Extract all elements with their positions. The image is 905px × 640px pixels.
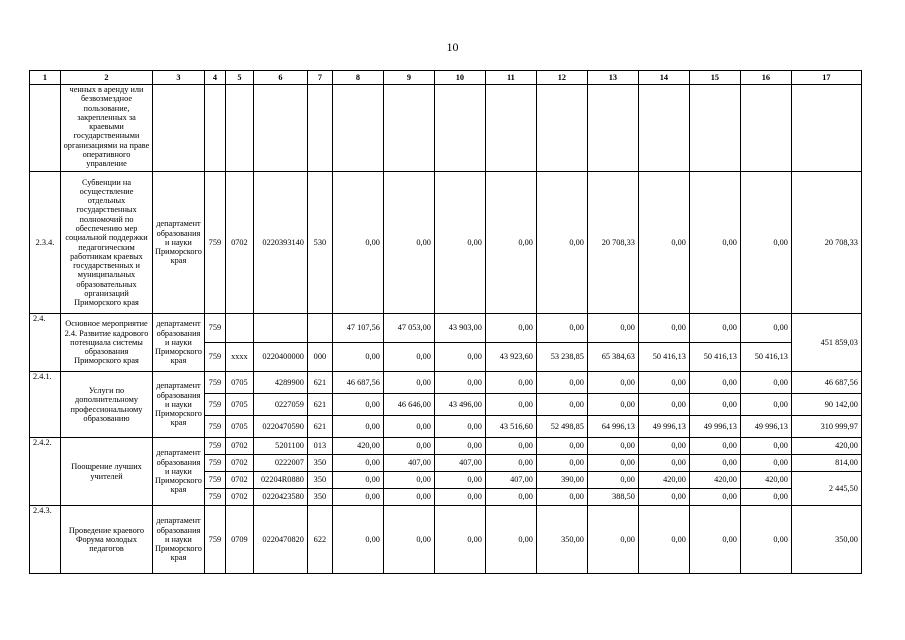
year-value-cell: 0,00	[485, 455, 536, 472]
year-value-cell: 0,00	[638, 314, 689, 343]
target-article-cell: 0220393140	[253, 172, 307, 314]
empty-cell	[689, 85, 740, 172]
total-cell: 814,00	[791, 455, 861, 472]
expense-type-cell: 013	[307, 438, 332, 455]
column-number-header: 9	[383, 71, 434, 85]
year-value-cell: 43 496,00	[434, 394, 485, 416]
expense-type-cell: 621	[307, 372, 332, 394]
year-value-cell: 0,00	[332, 489, 383, 506]
empty-cell	[791, 85, 861, 172]
year-value-cell: 0,00	[536, 489, 587, 506]
gr-code-cell: 759	[204, 416, 225, 438]
year-value-cell: 0,00	[740, 438, 791, 455]
year-value-cell: 420,00	[689, 472, 740, 489]
column-number-header: 13	[587, 71, 638, 85]
year-value-cell: 407,00	[434, 455, 485, 472]
year-value-cell: 0,00	[332, 343, 383, 372]
year-value-cell: 0,00	[740, 314, 791, 343]
year-value-cell: 0,00	[689, 489, 740, 506]
year-value-cell: 53 238,85	[536, 343, 587, 372]
year-value-cell: 0,00	[587, 506, 638, 574]
year-value-cell: 46 646,00	[383, 394, 434, 416]
year-value-cell: 0,00	[332, 455, 383, 472]
total-cell: 420,00	[791, 438, 861, 455]
empty-cell	[587, 85, 638, 172]
gr-code-cell: 759	[204, 506, 225, 574]
year-value-cell: 0,00	[434, 472, 485, 489]
year-value-cell: 420,00	[638, 472, 689, 489]
column-number-header: 11	[485, 71, 536, 85]
expense-type-cell: 622	[307, 506, 332, 574]
expense-type-cell: 530	[307, 172, 332, 314]
gr-code-cell: 759	[204, 455, 225, 472]
expense-type-cell: 350	[307, 489, 332, 506]
section-code-cell: 0702	[225, 455, 253, 472]
year-value-cell: 0,00	[434, 416, 485, 438]
year-value-cell: 0,00	[638, 438, 689, 455]
row-number-cell: 2.4.1.	[30, 372, 61, 438]
empty-cell	[332, 85, 383, 172]
gr-code-cell: 759	[204, 438, 225, 455]
year-value-cell: 0,00	[638, 172, 689, 314]
year-value-cell: 43 923,60	[485, 343, 536, 372]
year-value-cell: 0,00	[536, 438, 587, 455]
year-value-cell: 0,00	[689, 394, 740, 416]
total-cell: 350,00	[791, 506, 861, 574]
row-number-cell: 2.4.2.	[30, 438, 61, 506]
year-value-cell: 0,00	[689, 455, 740, 472]
page-number: 10	[446, 40, 459, 54]
year-value-cell: 0,00	[587, 455, 638, 472]
year-value-cell: 0,00	[638, 394, 689, 416]
gr-code-cell: 759	[204, 343, 225, 372]
year-value-cell: 0,00	[587, 372, 638, 394]
year-value-cell: 0,00	[536, 394, 587, 416]
year-value-cell: 0,00	[689, 314, 740, 343]
section-code-cell: 0702	[225, 438, 253, 455]
year-value-cell: 49 996,13	[740, 416, 791, 438]
year-value-cell: 0,00	[383, 472, 434, 489]
expense-type-cell: 000	[307, 343, 332, 372]
row-number-cell: 2.3.4.	[30, 172, 61, 314]
budget-table	[29, 70, 862, 574]
year-value-cell: 49 996,13	[689, 416, 740, 438]
year-value-cell: 0,00	[434, 438, 485, 455]
total-cell: 46 687,56	[791, 372, 861, 394]
table-row	[30, 438, 862, 455]
empty-cell	[204, 85, 225, 172]
column-number-header: 14	[638, 71, 689, 85]
table-row	[30, 85, 862, 172]
year-value-cell: 0,00	[383, 416, 434, 438]
description-cell: Проведение краевого Форума молодых педагогов	[61, 506, 153, 574]
executor-cell: департамент образования и науки Приморского края	[153, 506, 205, 574]
year-value-cell: 0,00	[689, 506, 740, 574]
year-value-cell: 407,00	[383, 455, 434, 472]
section-code-cell: 0705	[225, 394, 253, 416]
year-value-cell: 0,00	[485, 394, 536, 416]
column-number-header: 12	[536, 71, 587, 85]
year-value-cell: 0,00	[332, 506, 383, 574]
target-article-cell: 0220400000	[253, 343, 307, 372]
empty-cell	[740, 85, 791, 172]
year-value-cell: 20 708,33	[587, 172, 638, 314]
year-value-cell: 0,00	[383, 489, 434, 506]
year-value-cell: 46 687,56	[332, 372, 383, 394]
year-value-cell: 0,00	[587, 394, 638, 416]
executor-cell: департамент образования и науки Приморского края	[153, 314, 205, 372]
year-value-cell: 0,00	[689, 438, 740, 455]
year-value-cell: 0,00	[383, 343, 434, 372]
target-article-cell: 0227059	[253, 394, 307, 416]
year-value-cell: 0,00	[638, 372, 689, 394]
year-value-cell: 0,00	[536, 455, 587, 472]
year-value-cell: 0,00	[587, 438, 638, 455]
empty-cell	[225, 85, 253, 172]
year-value-cell: 0,00	[383, 506, 434, 574]
year-value-cell: 43 516,60	[485, 416, 536, 438]
empty-cell	[253, 85, 307, 172]
year-value-cell: 0,00	[434, 172, 485, 314]
year-value-cell: 0,00	[332, 416, 383, 438]
year-value-cell: 0,00	[485, 314, 536, 343]
year-value-cell: 0,00	[689, 372, 740, 394]
table-row	[30, 314, 862, 343]
year-value-cell: 50 416,13	[740, 343, 791, 372]
target-article-cell: 0220423580	[253, 489, 307, 506]
total-cell: 2 445,50	[791, 472, 861, 506]
column-number-header: 8	[332, 71, 383, 85]
empty-cell	[434, 85, 485, 172]
table-row	[30, 172, 862, 314]
year-value-cell: 0,00	[434, 506, 485, 574]
year-value-cell: 0,00	[740, 455, 791, 472]
target-article-cell: 0220470590	[253, 416, 307, 438]
year-value-cell: 0,00	[689, 172, 740, 314]
column-number-header: 3	[153, 71, 205, 85]
year-value-cell: 52 498,85	[536, 416, 587, 438]
executor-cell: департамент образования и науки Приморского края	[153, 372, 205, 438]
section-code-cell: xxxx	[225, 343, 253, 372]
year-value-cell: 0,00	[638, 506, 689, 574]
column-number-header: 6	[253, 71, 307, 85]
column-number-header: 2	[61, 71, 153, 85]
year-value-cell: 0,00	[638, 455, 689, 472]
year-value-cell: 0,00	[434, 372, 485, 394]
table-row	[30, 506, 862, 574]
year-value-cell: 0,00	[740, 172, 791, 314]
column-number-header: 7	[307, 71, 332, 85]
year-value-cell: 49 996,13	[638, 416, 689, 438]
year-value-cell: 0,00	[638, 489, 689, 506]
section-code-cell: 0702	[225, 489, 253, 506]
table-row	[30, 372, 862, 394]
year-value-cell: 0,00	[485, 489, 536, 506]
year-value-cell: 0,00	[383, 438, 434, 455]
executor-cell: департамент образования и науки Приморского края	[153, 172, 205, 314]
year-value-cell: 420,00	[740, 472, 791, 489]
empty-cell	[485, 85, 536, 172]
row-number-cell	[30, 85, 61, 172]
year-value-cell: 0,00	[434, 489, 485, 506]
year-value-cell: 0,00	[536, 314, 587, 343]
year-value-cell: 407,00	[485, 472, 536, 489]
empty-cell	[153, 85, 205, 172]
description-cell: Субвенции на осуществление отдельных государственных полномочий по обеспечению мер социальной поддержки педагогическим работникам краевых государственных и муниципальных образовательных организаций Приморского края	[61, 172, 153, 314]
target-article-cell: 0222007	[253, 455, 307, 472]
year-value-cell: 0,00	[740, 506, 791, 574]
gr-code-cell: 759	[204, 394, 225, 416]
year-value-cell: 0,00	[485, 506, 536, 574]
year-value-cell: 0,00	[332, 472, 383, 489]
year-value-cell: 0,00	[740, 489, 791, 506]
year-value-cell: 0,00	[740, 394, 791, 416]
gr-code-cell: 759	[204, 172, 225, 314]
year-value-cell: 0,00	[536, 172, 587, 314]
year-value-cell: 388,50	[587, 489, 638, 506]
column-number-header: 4	[204, 71, 225, 85]
year-value-cell: 0,00	[332, 172, 383, 314]
total-cell: 20 708,33	[791, 172, 861, 314]
empty-cell	[383, 85, 434, 172]
column-number-header: 15	[689, 71, 740, 85]
year-value-cell: 0,00	[485, 438, 536, 455]
section-code-cell: 0705	[225, 372, 253, 394]
description-cell: ченных в аренду или безвозмездное пользование, закрепленных за краевыми государственными организациями на праве оперативного управление	[61, 85, 153, 172]
year-value-cell: 420,00	[332, 438, 383, 455]
year-value-cell: 0,00	[485, 372, 536, 394]
year-value-cell: 65 384,63	[587, 343, 638, 372]
gr-code-cell: 759	[204, 372, 225, 394]
expense-type-cell	[307, 314, 332, 343]
year-value-cell: 0,00	[587, 472, 638, 489]
empty-cell	[307, 85, 332, 172]
year-value-cell: 0,00	[434, 343, 485, 372]
description-cell: Услуги по дополнительному профессиональному образованию	[61, 372, 153, 438]
target-article-cell	[253, 314, 307, 343]
description-cell: Поощрение лучших учителей	[61, 438, 153, 506]
expense-type-cell: 621	[307, 416, 332, 438]
year-value-cell: 350,00	[536, 506, 587, 574]
year-value-cell: 64 996,13	[587, 416, 638, 438]
column-number-header: 17	[791, 71, 861, 85]
column-number-header: 5	[225, 71, 253, 85]
expense-type-cell: 621	[307, 394, 332, 416]
year-value-cell: 0,00	[740, 372, 791, 394]
column-number-header: 16	[740, 71, 791, 85]
target-article-cell: 5201100	[253, 438, 307, 455]
year-value-cell: 0,00	[485, 172, 536, 314]
year-value-cell: 0,00	[383, 172, 434, 314]
year-value-cell: 47 107,56	[332, 314, 383, 343]
year-value-cell: 50 416,13	[638, 343, 689, 372]
expense-type-cell: 350	[307, 455, 332, 472]
target-article-cell: 02204R0880	[253, 472, 307, 489]
year-value-cell: 47 053,00	[383, 314, 434, 343]
year-value-cell: 0,00	[587, 314, 638, 343]
row-number-cell: 2.4.3.	[30, 506, 61, 574]
section-code-cell	[225, 314, 253, 343]
empty-cell	[638, 85, 689, 172]
column-number-header: 1	[30, 71, 61, 85]
year-value-cell: 43 903,00	[434, 314, 485, 343]
target-article-cell: 0220470820	[253, 506, 307, 574]
description-cell: Основное мероприятие 2.4. Развитие кадрового потенциала системы образования Приморского края	[61, 314, 153, 372]
total-cell: 451 859,03	[791, 314, 861, 372]
section-code-cell: 0702	[225, 472, 253, 489]
table-row	[30, 71, 862, 85]
total-cell: 310 999,97	[791, 416, 861, 438]
total-cell: 90 142,00	[791, 394, 861, 416]
target-article-cell: 4289900	[253, 372, 307, 394]
year-value-cell: 0,00	[536, 372, 587, 394]
year-value-cell: 50 416,13	[689, 343, 740, 372]
gr-code-cell: 759	[204, 489, 225, 506]
section-code-cell: 0705	[225, 416, 253, 438]
executor-cell: департамент образования и науки Приморского края	[153, 438, 205, 506]
gr-code-cell: 759	[204, 314, 225, 343]
gr-code-cell: 759	[204, 472, 225, 489]
year-value-cell: 0,00	[332, 394, 383, 416]
year-value-cell: 0,00	[383, 372, 434, 394]
section-code-cell: 0702	[225, 172, 253, 314]
year-value-cell: 390,00	[536, 472, 587, 489]
column-number-header: 10	[434, 71, 485, 85]
row-number-cell: 2.4.	[30, 314, 61, 372]
empty-cell	[536, 85, 587, 172]
expense-type-cell: 350	[307, 472, 332, 489]
section-code-cell: 0709	[225, 506, 253, 574]
